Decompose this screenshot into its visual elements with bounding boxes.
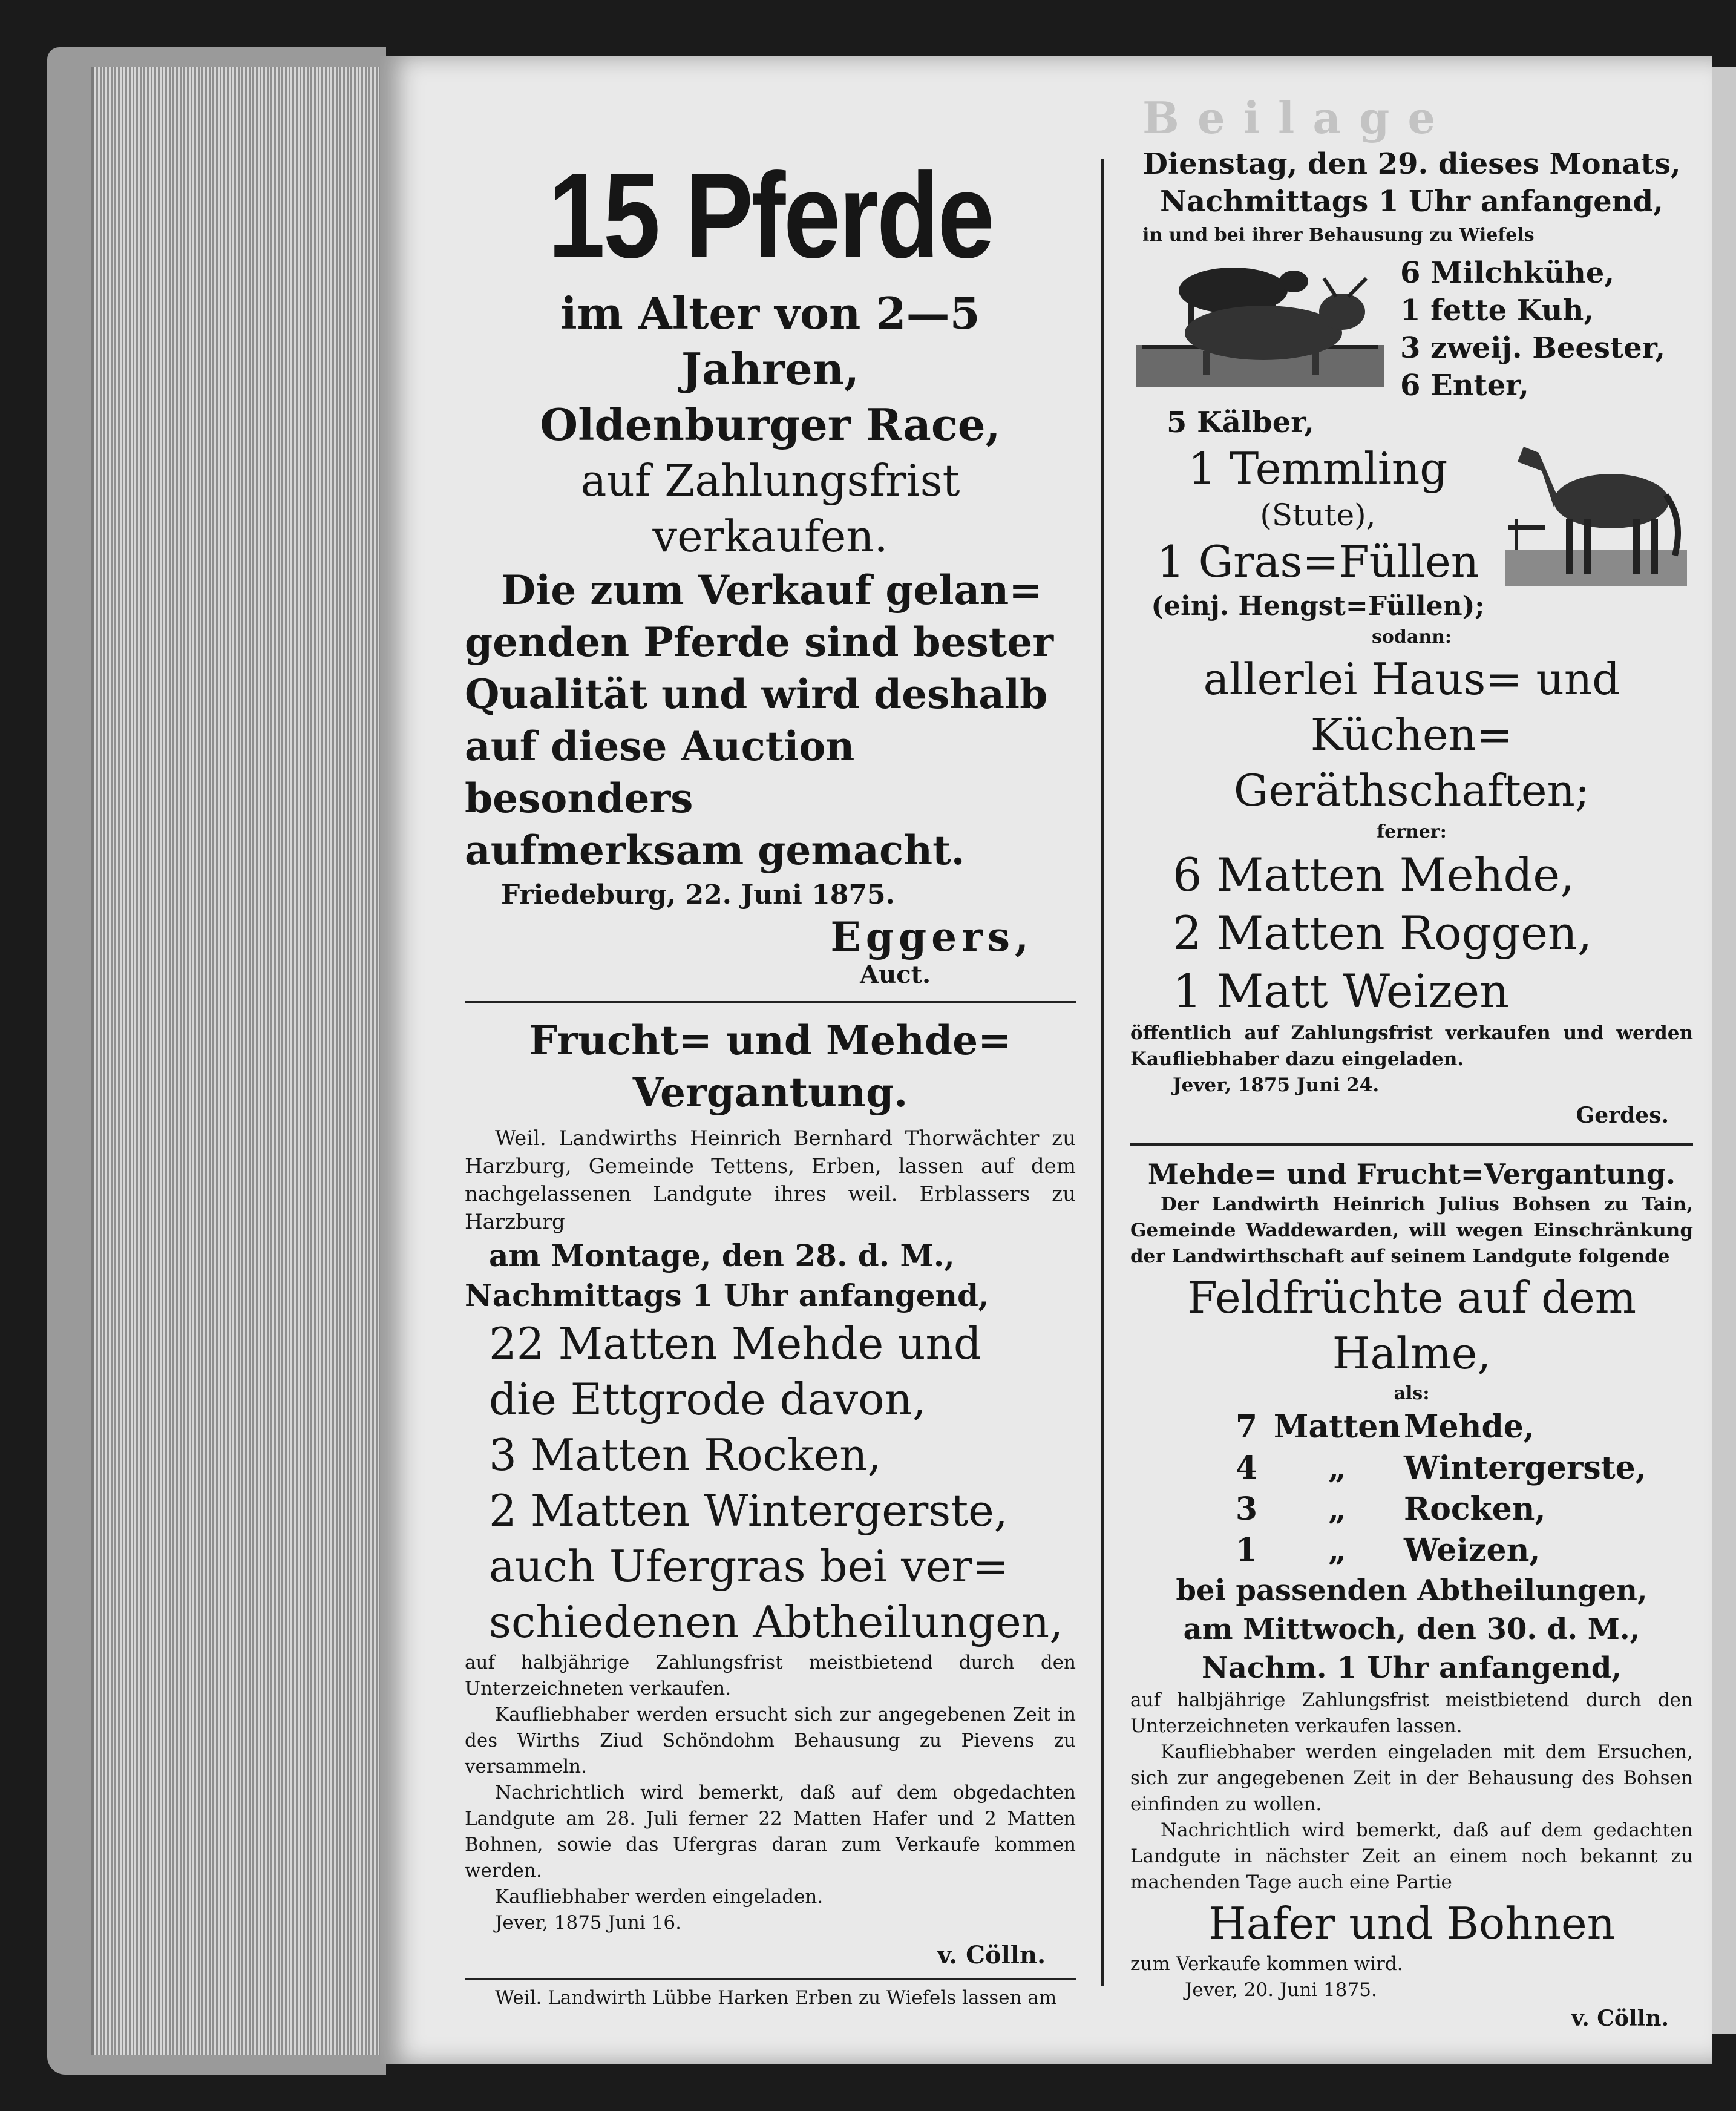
ad-date: Jever, 20. Juni 1875.	[1185, 1979, 1377, 2001]
wiefels-auction-ad	[1130, 145, 1693, 1132]
ad-paragraph: auf halbjährige Zahlungsfrist meistbietend durch den Unterzeichneten verkaufen lassen.	[1130, 1689, 1693, 1737]
crop-table	[1130, 1407, 1693, 1571]
ad-title-line: Vergantung.	[632, 1069, 908, 1116]
ad-paragraph: auf halbjährige Zahlungsfrist meistbietend durch den Unterzeichneten verkaufen.	[465, 1652, 1076, 1699]
ad-heading: Hafer und Bohnen	[1208, 1898, 1615, 1949]
crop-unit: „	[1328, 1491, 1346, 1528]
ad-heading-line: allerlei Haus= und Küchen=	[1203, 654, 1620, 760]
ad-paragraph: Nachrichtlich wird bemerkt, daß auf dem obgedachten Landgute am 28. Juli ferner 22 Matten Hafer und 2 Matten Bohnen, sowie das Ufergras daran zum Verkaufe kommen werden.	[465, 1782, 1076, 1882]
ad-item: 3 Matten Rocken,	[489, 1430, 882, 1480]
animal-item: 1 Gras=Füllen	[1156, 536, 1479, 587]
crop-row	[1221, 1489, 1693, 1530]
crop-row	[1221, 1448, 1693, 1489]
crop-name: Weizen,	[1404, 1532, 1541, 1569]
ad-when: am Montage, den 28. d. M.,	[489, 1238, 955, 1273]
crop-item: 1 Matt Weizen	[1173, 964, 1510, 1018]
ad-fragment: Weil. Landwirth Lübbe Harken Erben zu Wiefels lassen am	[495, 1987, 1057, 2009]
animal-item: 3 zweij. Beester,	[1400, 331, 1666, 365]
ad-line: im Alter von 2—5 Jahren,	[560, 287, 980, 395]
ad-item: 2 Matten Wintergerste,	[489, 1485, 1008, 1536]
cattle-illustration-icon	[1130, 254, 1390, 393]
ad-paragraph: zum Verkaufe kommen wird.	[1130, 1953, 1403, 1975]
place-date: Friedeburg, 22. Juni 1875.	[501, 879, 895, 910]
ad-when: Nachmittags 1 Uhr anfangend,	[465, 1278, 989, 1313]
animal-item: 1 Temmling	[1188, 443, 1448, 494]
ad-line: auf Zahlungsfrist verkaufen.	[580, 455, 960, 562]
ad-paragraph: Nachrichtlich wird bemerkt, daß auf dem gedachten Landgute in nächster Zeit an einem noch bekannt zu machenden Tage auch eine Partie	[1130, 1819, 1693, 1893]
crop-qty: 3	[1235, 1491, 1257, 1528]
crop-name: Wintergerste,	[1404, 1449, 1646, 1486]
ad-paragraph: Kaufliebhaber werden eingeladen.	[495, 1886, 824, 1908]
column-divider	[1101, 159, 1104, 1986]
horse-block	[1130, 404, 1693, 623]
animals-list	[1400, 254, 1665, 404]
ad-connector: ferner:	[1377, 821, 1447, 842]
animal-note: (einj. Hengst=Füllen);	[1151, 591, 1485, 622]
ad-body-line: Die zum Verkauf gelan=	[501, 566, 1043, 614]
ad-connector: sodann:	[1371, 626, 1452, 648]
crop-qty: 7	[1235, 1408, 1257, 1445]
animal-item: 6 Enter,	[1400, 369, 1529, 402]
ad-body-line: genden Pferde sind bester	[465, 619, 1054, 666]
animal-item: 6 Milchkühe,	[1400, 256, 1615, 290]
right-column	[1130, 145, 1693, 2034]
ad-item: auch Ufergras bei ver=	[489, 1541, 1009, 1592]
signature-title: Auct.	[860, 960, 931, 989]
page-edges	[91, 67, 385, 2055]
ad-when: Nachmittags 1 Uhr anfangend,	[1160, 185, 1663, 218]
horse-auction-ad	[465, 146, 1076, 990]
ad-body-line: auf diese Auction besonders	[465, 723, 855, 822]
ad-body-line: aufmerksam gemacht.	[465, 827, 965, 874]
separator	[1130, 1143, 1693, 1146]
ad-item: 22 Matten Mehde und	[489, 1318, 982, 1369]
signature: Eggers,	[830, 913, 1033, 960]
ad-paragraph: Kaufliebhaber werden ersucht sich zur angegebenen Zeit in des Wirths Ziud Schöndohm Behausung zu Pievens zu versammeln.	[465, 1704, 1076, 1778]
ad-title: 15 Pferde	[548, 148, 993, 283]
ad-paragraph: Kaufliebhaber werden eingeladen mit dem Ersuchen, sich zur angegebenen Zeit in der Behausung des Bohsen einfinden zu wollen.	[1130, 1741, 1693, 1815]
signature: Gerdes.	[1576, 1103, 1669, 1128]
ad-when: am Mittwoch, den 30. d. M.,	[1183, 1612, 1640, 1646]
fruit-mehde-auction-ad	[465, 1014, 1076, 1975]
crop-item: 6 Matten Mehde,	[1173, 848, 1575, 902]
crop-qty: 1	[1235, 1532, 1257, 1569]
crop-item: 2 Matten Roggen,	[1173, 906, 1593, 960]
crop-unit: „	[1328, 1532, 1346, 1569]
crop-name: Rocken,	[1404, 1491, 1546, 1528]
signature: v. Cölln.	[937, 1941, 1046, 1969]
animal-note: (Stute),	[1260, 497, 1376, 533]
ad-item: die Ettgrode davon,	[489, 1374, 926, 1425]
animal-item: 1 fette Kuh,	[1400, 294, 1594, 327]
ad-connector: als:	[1394, 1383, 1430, 1404]
crop-qty: 4	[1235, 1449, 1257, 1486]
ad-where: in und bei ihrer Behausung zu Wiefels	[1142, 225, 1535, 246]
crop-unit: „	[1328, 1449, 1346, 1486]
ad-date: Jever, 1875 Juni 16.	[495, 1912, 681, 1934]
ad-line: bei passenden Abtheilungen,	[1176, 1574, 1648, 1607]
crop-unit: Matten	[1273, 1408, 1401, 1445]
ad-date: Jever, 1875 Juni 24.	[1173, 1074, 1380, 1096]
crop-name: Mehde,	[1404, 1408, 1535, 1445]
separator	[465, 1001, 1076, 1003]
ad-heading: Feldfrüchte auf dem Halme,	[1187, 1272, 1637, 1379]
ad-intro: Weil. Landwirths Heinrich Bernhard Thorwächter zu Harzburg, Gemeinde Tettens, Erben, lassen auf dem nachgelassenen Landgute ihres weil. Erblassers zu Harzburg	[465, 1126, 1076, 1234]
ad-item: schiedenen Abtheilungen,	[489, 1597, 1063, 1647]
newspaper-page	[380, 56, 1712, 2064]
signature: v. Cölln.	[1571, 2006, 1669, 2031]
ad-line: Oldenburger Race,	[540, 399, 1001, 450]
separator	[465, 1978, 1076, 1980]
left-column	[465, 146, 1076, 2011]
ad-title: Mehde= und Frucht=Vergantung.	[1147, 1158, 1676, 1190]
ad-intro: Der Landwirth Heinrich Julius Bohsen zu Tain, Gemeinde Waddewarden, will wegen Einschränkung der Landwirthschaft auf seinem Landgute folgende	[1130, 1193, 1693, 1267]
horse-illustration-icon	[1505, 428, 1687, 598]
animal-item: 5 Kälber,	[1167, 405, 1314, 439]
ad-when: Nachm. 1 Uhr anfangend,	[1201, 1651, 1622, 1685]
cattle-block	[1130, 254, 1693, 404]
ad-title-line: Frucht= und Mehde=	[529, 1017, 1012, 1064]
mehde-frucht-auction-ad	[1130, 1157, 1693, 2034]
ad-heading-line: Geräthschaften;	[1233, 765, 1590, 816]
ad-paragraph: öffentlich auf Zahlungsfrist verkaufen und werden Kaufliebhaber dazu eingeladen.	[1130, 1022, 1693, 1070]
next-page-edge	[1709, 67, 1736, 2034]
ad-when: Dienstag, den 29. dieses Monats,	[1142, 147, 1681, 181]
crop-row	[1221, 1407, 1693, 1448]
crop-row	[1221, 1530, 1693, 1571]
bleed-through-header: Beilage	[1142, 92, 1454, 143]
horse-text	[1130, 404, 1505, 623]
ad-body-line: Qualität und wird deshalb	[465, 671, 1048, 718]
